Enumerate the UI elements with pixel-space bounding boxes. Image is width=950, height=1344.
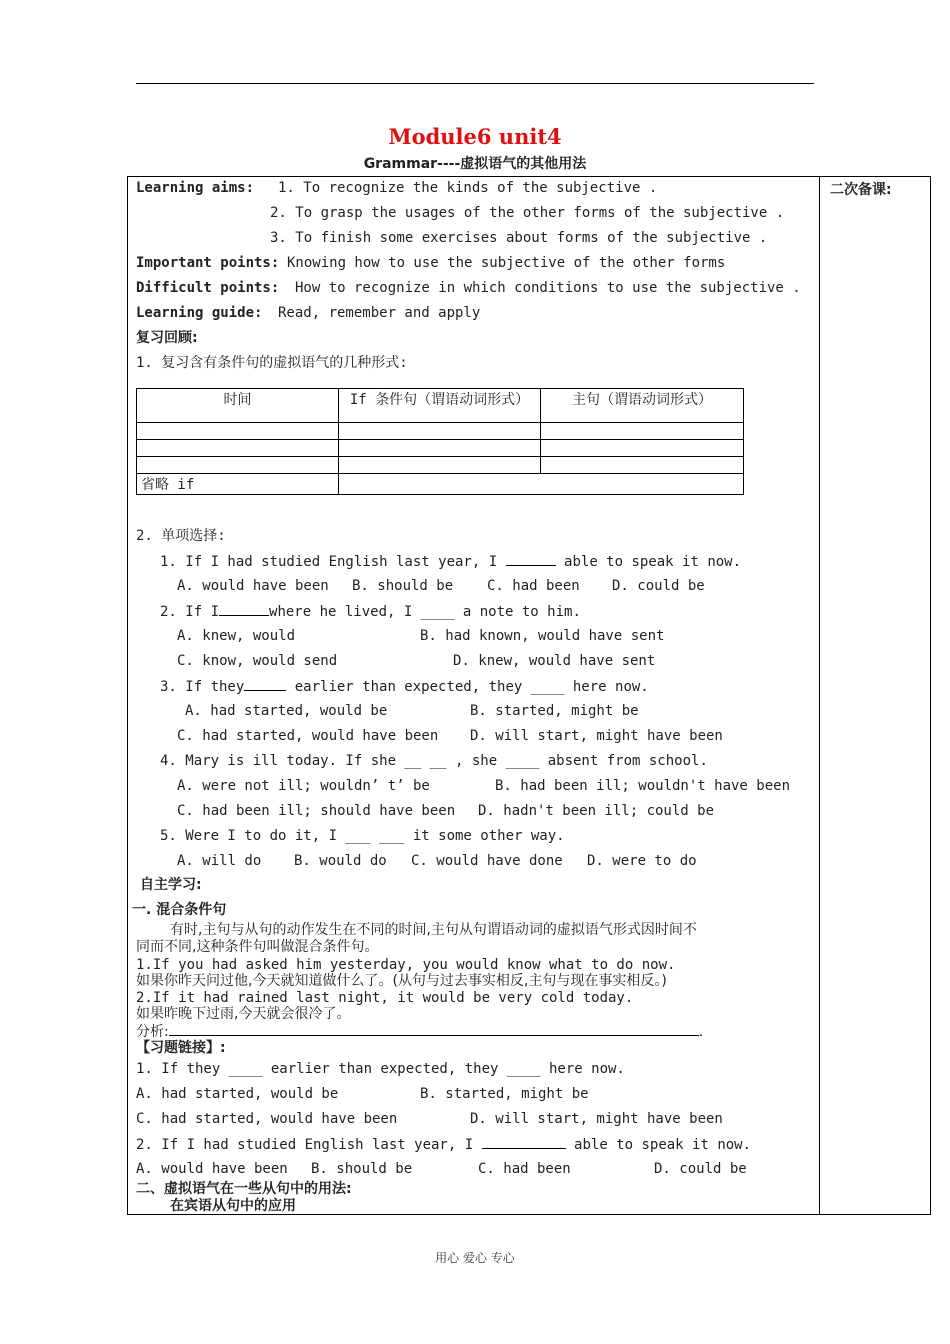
column-divider — [819, 176, 820, 1215]
q3-option-d: D. will start, might have been — [470, 728, 723, 744]
aims-label: Learning aims: — [136, 180, 255, 196]
q4-option-b: B. had been ill; wouldn't have been — [495, 778, 791, 794]
exercise-link-heading: 【习题链接】: — [136, 1040, 226, 1056]
table-header-if-clause: If 条件句（谓语动词形式） — [339, 389, 541, 423]
section-2-subtitle: 在宾语从句中的应用 — [170, 1198, 296, 1214]
review-item-1: 1. 复习含有条件句的虚拟语气的几种形式: — [136, 355, 408, 371]
q2-option-c: C. know, would send — [177, 653, 338, 669]
page-title: Module6 unit4 — [388, 124, 562, 149]
content-frame — [127, 176, 931, 1215]
q2-option-d: D. knew, would have sent — [453, 653, 656, 669]
analysis-line: 分析: . — [136, 1024, 704, 1040]
example-1-cn: 如果你昨天问过他,今天就知道做什么了。(从句与过去事实相反,主句与现在事实相反。) — [136, 973, 667, 989]
table-header-time: 时间 — [137, 389, 339, 423]
q5-option-a: A. will do — [177, 853, 262, 869]
table-row — [137, 440, 744, 457]
question-2: 2. If I where he lived, I ____ a note to him. — [160, 604, 581, 620]
q5-option-c: C. would have done — [411, 853, 563, 869]
guide-text: Read, remember and apply — [278, 305, 481, 321]
top-rule — [136, 83, 814, 84]
table-omit-if-label: 省略 if — [137, 474, 339, 495]
section-2-title: 二、虚拟语气在一些从句中的用法: — [136, 1181, 352, 1197]
q5-option-b: B. would do — [294, 853, 387, 869]
difficult-label: Difficult points: — [136, 280, 280, 296]
example-1-en: 1.If you had asked him yesterday, you would know what to do now. — [136, 957, 676, 973]
q1-option-d: D. could be — [612, 578, 705, 594]
example-2-cn: 如果昨晚下过雨,今天就会很冷了。 — [136, 1006, 351, 1022]
q4-option-c: C. had been ill; should have been — [177, 803, 456, 819]
q3-option-a: A. had started, would be — [185, 703, 388, 719]
para-line-2: 同而不同,这种条件句叫做混合条件句。 — [136, 939, 379, 955]
aim-2: 2. To grasp the usages of the other forms of the subjective . — [270, 205, 785, 221]
guide-label: Learning guide: — [136, 305, 263, 321]
ex-q2-option-b: B. should be — [311, 1161, 413, 1177]
exercise-q1: 1. If they ____ earlier than expected, they ____ here now. — [136, 1061, 625, 1077]
ex-q1-option-a: A. had started, would be — [136, 1086, 339, 1102]
example-2-en: 2.If it had rained last night, it would be very cold today. — [136, 990, 634, 1006]
q1-option-b: B. should be — [352, 578, 454, 594]
important-text: Knowing how to use the subjective of the other forms — [287, 255, 726, 271]
ex-q2-option-c: C. had been — [478, 1161, 571, 1177]
question-3: 3. If they earlier than expected, they ____ here now. — [160, 679, 649, 695]
q3-option-b: B. started, might be — [470, 703, 639, 719]
question-4: 4. Mary is ill today. If she __ __ , she ____ absent from school. — [160, 753, 708, 769]
self-study-heading: 自主学习: — [140, 877, 202, 893]
ex-q1-option-d: D. will start, might have been — [470, 1111, 723, 1127]
ex-q1-option-c: C. had started, would have been — [136, 1111, 398, 1127]
review-item-2: 2. 单项选择: — [136, 528, 226, 544]
ex-q2-option-a: A. would have been — [136, 1161, 288, 1177]
conditional-forms-table — [136, 388, 744, 495]
table-header-main-clause: 主句（谓语动词形式） — [541, 389, 744, 423]
ex-q2-option-d: D. could be — [654, 1161, 747, 1177]
q4-option-d: D. hadn't been ill; could be — [478, 803, 715, 819]
q3-option-c: C. had started, would have been — [177, 728, 439, 744]
q5-option-d: D. were to do — [587, 853, 697, 869]
q2-option-b: B. had known, would have sent — [420, 628, 665, 644]
para-line-1: 有时,主句与从句的动作发生在不同的时间,主句从句谓语动词的虚拟语气形式因时间不 — [170, 922, 697, 938]
question-1: 1. If I had studied English last year, I able to speak it now. — [160, 554, 742, 570]
aim-3: 3. To finish some exercises about forms of the subjective . — [270, 230, 768, 246]
question-5: 5. Were I to do it, I ___ ___ it some other way. — [160, 828, 565, 844]
q4-option-a: A. were not ill; wouldn’ t’ be — [177, 778, 430, 794]
ex-q1-option-b: B. started, might be — [420, 1086, 589, 1102]
aim-1: 1. To recognize the kinds of the subjective . — [278, 180, 658, 196]
review-heading: 复习回顾: — [136, 330, 198, 346]
q1-option-a: A. would have been — [177, 578, 329, 594]
section-1-title: 一. 混合条件句 — [132, 902, 227, 918]
important-label: Important points: — [136, 255, 280, 271]
table-row — [137, 423, 744, 440]
page-footer: 用心 爱心 专心 — [435, 1251, 515, 1265]
page-subtitle: Grammar----虚拟语气的其他用法 — [363, 156, 587, 172]
table-row — [137, 457, 744, 474]
side-column-label: 二次备课: — [830, 182, 892, 198]
q1-option-c: C. had been — [487, 578, 580, 594]
difficult-text: How to recognize in which conditions to use the subjective . — [295, 280, 801, 296]
q2-option-a: A. knew, would — [177, 628, 296, 644]
exercise-q2: 2. If I had studied English last year, I able to speak it now. — [136, 1137, 752, 1153]
